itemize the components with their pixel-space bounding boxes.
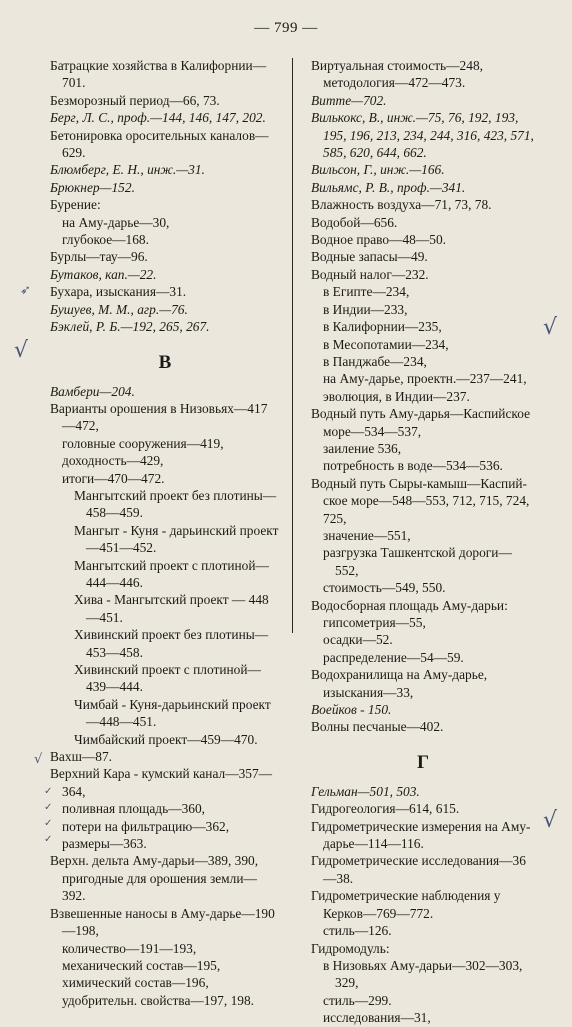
index-subentry: Мангытский проект без плотины—458—459. [74,487,277,521]
index-entry: Гельман—501, 503. [311,783,420,799]
pencil-check-mark: ✓ [44,818,53,829]
pencil-check-mark: ✓ [44,786,53,797]
index-entry: Вахш—87. [50,749,113,765]
index-entry: Верхн. дельта Аму-дарьи—389, 390, пригодные для орошения земли—392. [50,853,259,904]
index-subentry: эволюция, в Индии—237. [323,388,470,404]
index-subentry: в Египте—234, [323,284,410,300]
index-entry: Бурение: [50,197,101,213]
index-entry: Бетонировка оросительных каналов—629. [50,127,269,161]
index-entry: Варианты орошения в Низовьях—417—472, [50,400,268,434]
index-subentry: химический состав—196, [62,975,209,991]
index-subentry: Чимбайский проект—459—470. [74,731,258,747]
index-subentry: на Аму-дарье, проектн.—237—241, [323,371,527,387]
index-entry: Водосборная площадь Аму-дарьи: [311,597,508,613]
index-subentry: в Калифорнии—235, [323,319,442,335]
page-number: — 799 — [254,20,318,36]
index-subentry: количество—191—193, [62,940,197,956]
pencil-check-mark: ✓ [44,834,53,845]
index-subentry: Чимбай - Куня-дарьинский проект—448—451. [74,696,271,730]
index-subentry: потери на фильтрацию—362, [62,818,230,834]
left-column [50,57,280,1009]
index-entry: Водные запасы—49. [311,249,428,265]
index-entry: Водный путь Аму-дарья—Каспийское море—534—537, [311,406,531,439]
index-entry: Гидромодуль: [311,940,390,956]
index-entry: Гидрометрические наблюдения у Керков—769—772. [311,888,501,921]
index-entry: Гидрогеология—614, 615. [311,801,460,817]
pencil-check-mark: ✓ [44,802,53,813]
index-subentry: итоги—470—472. [62,470,165,486]
index-entry: Водный налог—232. [311,266,429,282]
index-subentry: стиль—126. [323,923,392,939]
index-entry: Верхний Кара - кумский канал—357—364, [50,766,273,799]
index-entry: Взвешенные наносы в Аму-дарье—190—198, [50,905,275,939]
index-entry: Водный путь Сыры-камыш—Каспийское море—548—553, 712, 715, 724, 725, [311,475,530,526]
index-subentry: глубокое—168. [62,232,149,248]
section-letter: В [158,351,172,373]
index-entry: Водохранилища на Аму-дарье, изыскания—33, [311,667,488,700]
index-entry: Бушуев, М. М., агр.—76. [50,301,188,317]
pencil-check-mark: √ [543,808,558,833]
index-entry: Водное право—48—50. [311,232,447,248]
right-column [311,57,535,1027]
index-subentry: Хивинский проект без плотины—453—458. [74,627,269,660]
index-subentry: размеры—363. [62,836,147,852]
index-entry: Виртуальная стоимость—248, методология—472—473. [311,58,483,91]
column-divider [292,58,293,633]
index-entry: Бэклей, Р. Б.—192, 265, 267. [50,319,210,335]
section-letter: Г [416,751,430,773]
index-entry: Вильямс, Р. В., проф.—341. [311,179,466,195]
index-subentry: в Индии—233, [323,301,408,317]
index-entry: Батрацкие хозяйства в Калифорнии—701. [50,58,267,91]
index-entry: Волны песчаные—402. [311,719,444,735]
index-subentry: заиление 536, [323,440,402,456]
index-subentry: распределение—54—59. [323,649,464,665]
index-subentry: осадки—52. [323,632,393,648]
index-entry: Влажность воздуха—71, 73, 78. [311,197,492,213]
index-subentry: Мангытский проект с плотиной—444—446. [74,557,269,590]
index-entry: Бухара, изыскания—31. [50,284,187,300]
index-subentry: головные сооружения—419, [62,435,224,451]
index-subentry: стиль—299. [323,992,392,1008]
pencil-arrow-mark: ➶ [20,283,31,298]
index-entry: Вамбери—204. [50,383,135,399]
index-subentry: исследования—31, [323,1010,431,1026]
index-subentry: на Аму-дарье—30, [62,214,170,230]
index-subentry: гипсометрия—55, [323,615,426,630]
index-subentry: в Панджабе—234, [323,353,427,369]
index-subentry: стоимость—549, 550. [323,580,446,596]
index-subentry: Хивинский проект с плотиной—439—444. [74,662,261,695]
index-entry: Витте—702. [311,92,387,108]
index-subentry: разгрузка Ташкентской дороги—552, [323,545,512,578]
index-entry: Водобой—656. [311,214,398,230]
index-subentry: доходность—429, [62,453,164,469]
index-entry: Воейков - 150. [311,702,392,718]
index-subentry: механический состав—195, [62,957,221,973]
index-entry: Гидрометрические исследования—36—38. [311,853,526,886]
index-subentry: удобрительн. свойства—197, 198. [62,992,255,1008]
index-subentry: поливная площадь—360, [62,801,206,817]
pencil-check-mark: √ [14,338,29,363]
index-entry: Блюмберг, Е. Н., инж.—31. [50,162,205,178]
index-subentry: Мангыт - Куня - дарьинский проект—451—452. [74,522,279,556]
pencil-check-mark: √ [543,315,558,340]
index-entry: Бурлы—тау—96. [50,249,148,265]
index-subentry: потребность в воде—534—536. [323,458,503,474]
index-entry: Гидрометрические измерения на Аму-дарье—114—116. [311,818,531,852]
pencil-check-mark: √ [34,752,43,767]
index-subentry: в Месопотамии—234, [323,336,449,352]
index-subentry: Хива - Мангытский проект — 448—451. [74,592,269,625]
index-subentry: значение—551, [323,527,411,543]
index-subentry: в Низовьях Аму-дарьи—302—303, 329, [323,957,523,991]
index-entry: Брюкнер—152. [50,179,135,195]
index-entry: Вильсон, Г., инж.—166. [311,162,445,178]
index-entry: Бутаков, кап.—22. [50,266,157,282]
index-entry: Вилькокс, В., инж.—75, 76, 192, 193, 195, 196, 213, 234, 244, 316, 423, 571, 585, 620, 644, 662. [311,110,534,161]
index-entry: Берг, Л. С., проф.—144, 146, 147, 202. [50,110,266,126]
index-entry: Безморозный период—66, 73. [50,92,220,108]
